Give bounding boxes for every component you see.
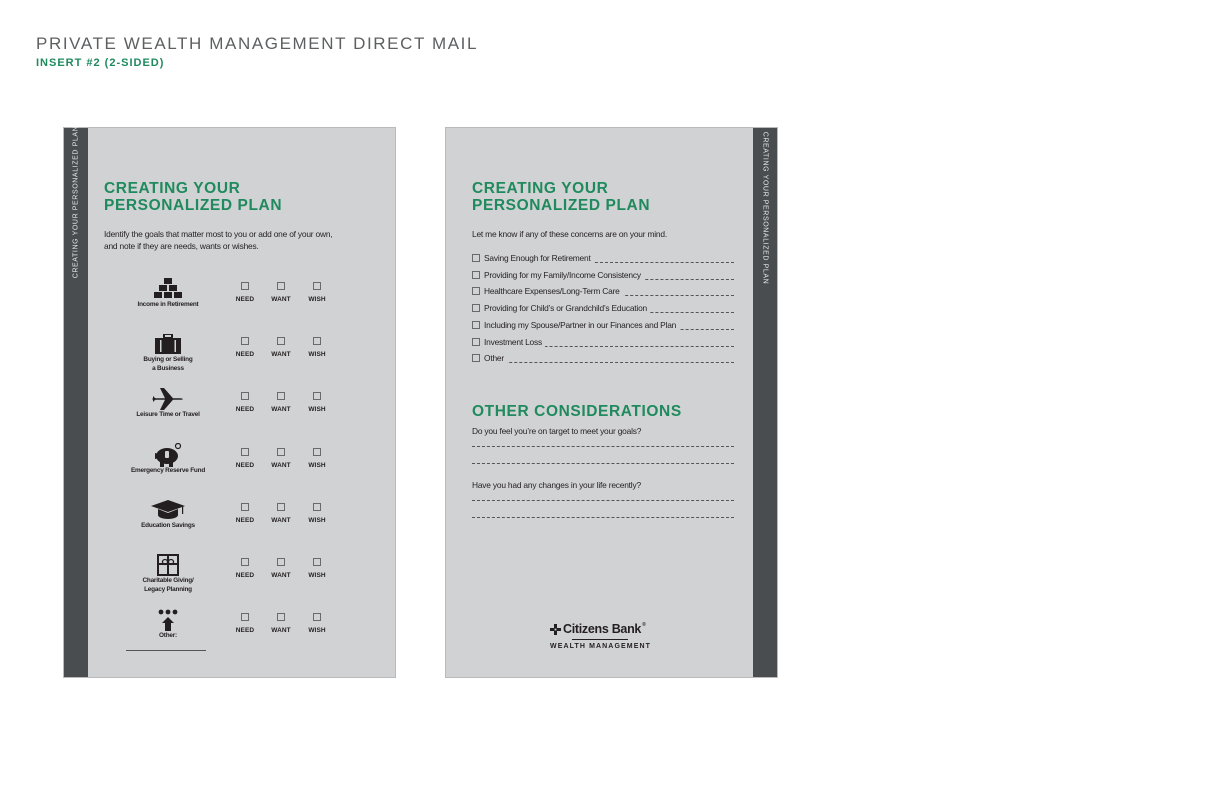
goal-label-line2: a Business — [152, 364, 184, 372]
goal-row — [64, 608, 364, 658]
answer-line[interactable] — [472, 463, 734, 464]
answer-line[interactable] — [472, 500, 734, 501]
front-intro-line2: and note if they are needs, wants or wishes. — [104, 240, 259, 251]
checkbox[interactable] — [277, 503, 285, 511]
citizens-bank-logo — [550, 622, 660, 650]
front-panel — [63, 127, 396, 678]
goal-option-want[interactable] — [266, 558, 296, 579]
goal-label-line1: Leisure Time or Travel — [136, 411, 200, 418]
dots-arrow-icon — [151, 608, 185, 632]
concern-checkbox[interactable] — [472, 304, 480, 312]
back-spine-text: CREATING YOUR PERSONALIZED PLAN — [761, 131, 769, 285]
checkbox[interactable] — [313, 503, 321, 511]
goal-option-wish[interactable] — [302, 392, 332, 413]
front-intro — [104, 229, 332, 252]
front-heading-line2: PERSONALIZED PLAN — [104, 197, 283, 214]
back-heading — [472, 180, 650, 214]
goal-label-line1: Buying or Selling — [143, 356, 193, 363]
checkbox[interactable] — [313, 282, 321, 290]
checkbox[interactable] — [277, 613, 285, 621]
goal-option-wish[interactable] — [302, 503, 332, 524]
option-label: WISH — [308, 351, 326, 358]
back-spine — [753, 128, 777, 677]
checkbox[interactable] — [313, 337, 321, 345]
option-label: NEED — [235, 296, 255, 303]
option-label: WISH — [308, 406, 326, 413]
goal-option-need[interactable] — [230, 503, 260, 524]
back-heading-line1: CREATING YOUR — [472, 180, 609, 197]
goal-label-line2: Legacy Planning — [144, 585, 192, 593]
concern-label: Healthcare Expenses/Long-Term Care — [484, 286, 623, 296]
goal-row — [64, 387, 364, 437]
question-on-target: Do you feel you’re on target to meet your goals? — [472, 426, 642, 436]
briefcase-icon — [151, 332, 185, 356]
goal-option-wish[interactable] — [302, 337, 332, 358]
concern-fill-line[interactable] — [484, 362, 734, 363]
gold-bars-icon — [151, 277, 185, 301]
goal-option-need[interactable] — [230, 558, 260, 579]
concern-item[interactable] — [472, 270, 734, 282]
concern-checkbox[interactable] — [472, 271, 480, 279]
goal-label-line1: Education Savings — [141, 522, 195, 529]
concern-label: Including my Spouse/Partner in our Finances and Plan — [484, 320, 679, 330]
option-label: NEED — [235, 517, 255, 524]
concern-item[interactable] — [472, 286, 734, 298]
option-label: WANT — [271, 627, 291, 634]
option-label: WANT — [271, 406, 291, 413]
concern-checkbox[interactable] — [472, 354, 480, 362]
goal-label — [116, 411, 220, 420]
option-label: WANT — [271, 296, 291, 303]
goal-option-need[interactable] — [230, 392, 260, 413]
question-life-changes: Have you had any changes in your life recently? — [472, 480, 641, 490]
goal-label — [116, 577, 220, 594]
concern-item[interactable] — [472, 320, 734, 332]
other-goal-blank[interactable] — [126, 650, 206, 651]
goal-label — [116, 522, 220, 531]
option-label: WISH — [308, 462, 326, 469]
concern-label: Providing for Child’s or Grandchild’s Education — [484, 303, 650, 313]
front-heading — [104, 180, 282, 214]
option-label: NEED — [235, 627, 255, 634]
checkbox[interactable] — [277, 448, 285, 456]
checkbox[interactable] — [241, 503, 249, 511]
goal-label-line1: Charitable Giving/ — [142, 577, 194, 584]
goal-label-line1: Income in Retirement — [137, 301, 199, 308]
concern-label: Other — [484, 353, 507, 363]
checkbox[interactable] — [313, 392, 321, 400]
goal-option-want[interactable] — [266, 392, 296, 413]
concern-checkbox[interactable] — [472, 338, 480, 346]
other-considerations-heading: OTHER CONSIDERATIONS — [472, 403, 682, 420]
concern-item[interactable] — [472, 337, 734, 349]
back-panel — [445, 127, 778, 678]
answer-line[interactable] — [472, 446, 734, 447]
option-label: NEED — [235, 351, 255, 358]
option-label: WANT — [271, 351, 291, 358]
brand-trademark: ® — [642, 622, 646, 628]
option-label: WANT — [271, 517, 291, 524]
goal-option-wish[interactable] — [302, 448, 332, 469]
concern-item[interactable] — [472, 303, 734, 315]
goal-option-need[interactable] — [230, 448, 260, 469]
goal-option-want[interactable] — [266, 337, 296, 358]
option-label: WISH — [308, 572, 326, 579]
checkbox[interactable] — [277, 282, 285, 290]
citizens-bank-mark-icon — [550, 624, 561, 635]
checkbox[interactable] — [241, 448, 249, 456]
front-spine-text: CREATING YOUR PERSONALIZED PLAN — [72, 125, 80, 279]
option-label: WISH — [308, 627, 326, 634]
checkbox[interactable] — [241, 337, 249, 345]
option-label: NEED — [235, 406, 255, 413]
checkbox[interactable] — [277, 337, 285, 345]
goal-option-need[interactable] — [230, 282, 260, 303]
goal-option-wish[interactable] — [302, 558, 332, 579]
graduation-cap-icon — [151, 498, 185, 522]
checkbox[interactable] — [313, 448, 321, 456]
checkbox[interactable] — [313, 558, 321, 566]
option-label: WANT — [271, 572, 291, 579]
front-heading-line1: CREATING YOUR — [104, 180, 241, 197]
option-label: WANT — [271, 462, 291, 469]
document-title: PRIVATE WEALTH MANAGEMENT DIRECT MAIL — [36, 34, 479, 53]
checkbox[interactable] — [277, 558, 285, 566]
piggy-bank-icon — [151, 443, 185, 467]
document-subtitle: INSERT #2 (2-SIDED) — [36, 57, 165, 69]
goal-option-want[interactable] — [266, 503, 296, 524]
concern-label: Saving Enough for Retirement — [484, 253, 594, 263]
option-label: NEED — [235, 462, 255, 469]
goal-label — [116, 301, 220, 310]
checkbox[interactable] — [313, 613, 321, 621]
brand-subtitle: WEALTH MANAGEMENT — [550, 642, 652, 650]
goal-label — [116, 467, 220, 476]
goal-row — [64, 498, 364, 548]
goal-row — [64, 443, 364, 493]
option-label: WISH — [308, 517, 326, 524]
checkbox[interactable] — [241, 282, 249, 290]
answer-line[interactable] — [472, 517, 734, 518]
concern-label: Investment Loss — [484, 337, 545, 347]
goal-option-wish[interactable] — [302, 282, 332, 303]
goal-option-want[interactable] — [266, 448, 296, 469]
checkbox[interactable] — [241, 558, 249, 566]
airplane-icon — [151, 387, 185, 411]
brand-name: Citizens Bank — [563, 622, 642, 636]
concern-item[interactable] — [472, 353, 734, 365]
goal-label-line1: Emergency Reserve Fund — [130, 467, 206, 474]
back-intro: Let me know if any of these concerns are on your mind. — [472, 229, 667, 239]
goal-row — [64, 277, 364, 327]
goal-option-wish[interactable] — [302, 613, 332, 634]
checkbox[interactable] — [241, 392, 249, 400]
brand-rule — [572, 639, 628, 640]
checkbox[interactable] — [277, 392, 285, 400]
goal-option-need[interactable] — [230, 613, 260, 634]
goal-option-want[interactable] — [266, 613, 296, 634]
goal-label — [116, 632, 220, 641]
option-label: NEED — [235, 572, 255, 579]
front-intro-line1: Identify the goals that matter most to you or add one of your own, — [104, 229, 333, 239]
checkbox[interactable] — [241, 613, 249, 621]
goal-row — [64, 553, 364, 603]
goal-label — [116, 356, 220, 373]
concern-checkbox[interactable] — [472, 287, 480, 295]
goal-label-line1: Other: — [159, 632, 177, 639]
back-heading-line2: PERSONALIZED PLAN — [472, 197, 651, 214]
option-label: WISH — [308, 296, 326, 303]
gift-icon — [151, 553, 185, 577]
concern-checkbox[interactable] — [472, 254, 480, 262]
goal-option-need[interactable] — [230, 337, 260, 358]
goal-option-want[interactable] — [266, 282, 296, 303]
concern-checkbox[interactable] — [472, 321, 480, 329]
goal-row — [64, 332, 364, 382]
concern-item[interactable] — [472, 253, 734, 265]
concern-label: Providing for my Family/Income Consistency — [484, 270, 644, 280]
